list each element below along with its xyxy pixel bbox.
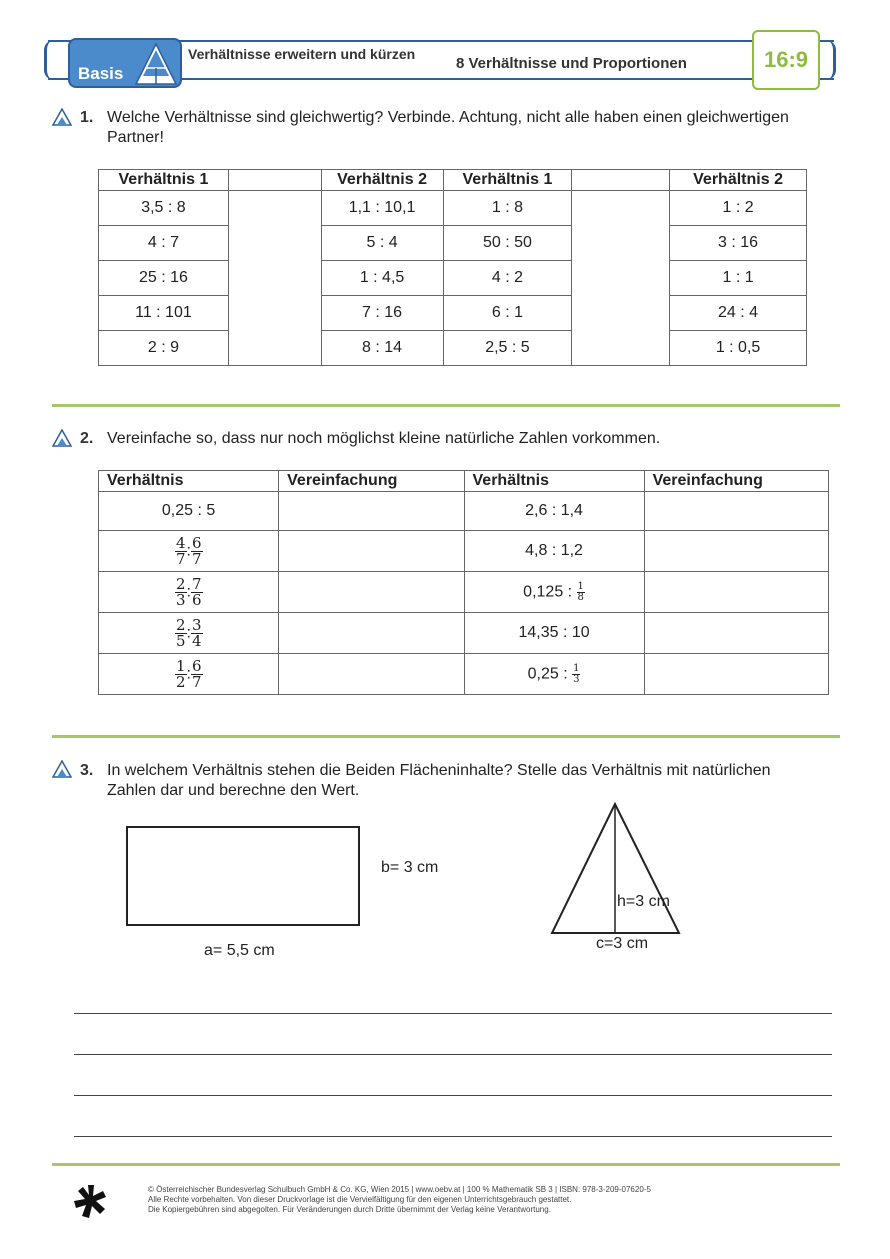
task-3-text: In welchem Verhältnis stehen die Beiden Flächeninhalte? Stelle das Verhältnis mit natürlichen Zahlen dar und berechne den Wert. <box>107 762 771 799</box>
footer-copyright <box>148 1185 828 1215</box>
answer-cell[interactable] <box>644 613 828 654</box>
footer-line: © Österreichischer Bundesverlag Schulbuch GmbH & Co. KG, Wien 2015 | www.oebv.at | 100 % Mathematik SB 3 | ISBN: 978-3-209-07620-5 <box>148 1185 651 1194</box>
chapter-title: 8 Verhältnisse und Proportionen <box>456 55 687 72</box>
answer-cell[interactable] <box>644 531 828 572</box>
ratio-cell: 25 : 16 <box>99 261 229 296</box>
answer-cell[interactable] <box>279 531 464 572</box>
pyramid-icon <box>52 760 72 778</box>
topic-title: Verhältnisse erweitern und kürzen <box>188 46 416 62</box>
triangle-height-label: h=3 cm <box>617 893 670 910</box>
answer-line[interactable] <box>74 1136 832 1137</box>
task-2-text: Vereinfache so, dass nur noch möglichst kleine natürliche Zahlen vorkommen. <box>107 430 661 447</box>
task-1-text: Welche Verhältnisse sind gleichwertig? Verbinde. Achtung, nicht alle haben einen gleichwertigen Partner! <box>107 109 789 146</box>
colon: : <box>186 624 191 642</box>
fraction: $\frac{7}{6}$ <box>192 574 202 609</box>
triangle-base-label: c=3 cm <box>596 935 649 952</box>
fraction: $\frac{1}{8}$ <box>577 580 584 603</box>
ratio-cell: 3,5 : 8 <box>99 191 229 226</box>
answer-line[interactable] <box>74 1013 832 1014</box>
connect-area[interactable] <box>572 191 670 366</box>
fraction: $\frac{2}{5}$ <box>176 615 186 650</box>
header-bracket-right <box>826 40 836 80</box>
ratio-cell: 50 : 50 <box>443 226 572 261</box>
ratio-cell: 1 : 8 <box>443 191 572 226</box>
answer-cell[interactable] <box>644 654 828 695</box>
answer-cell[interactable] <box>279 572 464 613</box>
connect-area[interactable] <box>228 191 321 366</box>
answer-cell[interactable] <box>644 492 828 531</box>
fraction: $\frac{6}{7}$ <box>192 656 202 691</box>
triangle-figure <box>548 800 688 940</box>
level-label: Basis <box>78 64 124 83</box>
ratio-cell: 4 : 7 <box>99 226 229 261</box>
rectangle-width-label: a= 5,5 cm <box>204 942 275 959</box>
ratio-cell <box>99 654 279 695</box>
ratio-cell: 1,1 : 10,1 <box>321 191 443 226</box>
answer-cell[interactable] <box>644 572 828 613</box>
footer-line: Alle Rechte vorbehalten. Von dieser Druckvorlage ist die Vervielfältigung für den eigenen Unterrichtsgebrauch gestattet. <box>148 1195 572 1204</box>
ratio-prefix: 0,125 : <box>523 583 577 601</box>
task-2-number: 2. <box>80 430 94 447</box>
task-2-table <box>98 470 829 695</box>
col-header: Verhältnis 2 <box>321 170 443 191</box>
ratio-cell: 0,25 : 5 <box>99 492 279 531</box>
col-header-empty <box>228 170 321 191</box>
ratio-cell: 5 : 4 <box>321 226 443 261</box>
fraction: $\frac{1}{3}$ <box>573 662 580 685</box>
col-header: Verhältnis 2 <box>670 170 807 191</box>
ratio-cell <box>99 572 279 613</box>
col-header: Verhältnis 1 <box>443 170 572 191</box>
section-divider <box>52 404 840 407</box>
ratio-cell: 2,5 : 5 <box>443 331 572 366</box>
ratio-cell: 1 : 1 <box>670 261 807 296</box>
rectangle-figure <box>126 826 360 926</box>
answer-cell[interactable] <box>279 613 464 654</box>
answer-cell[interactable] <box>279 492 464 531</box>
rectangle-height-label: b= 3 cm <box>381 859 439 876</box>
ratio-cell <box>464 572 644 613</box>
ratio-badge: 16:9 <box>752 30 820 90</box>
col-header-empty <box>572 170 670 191</box>
col-header: Verhältnis <box>464 471 644 492</box>
answer-line[interactable] <box>74 1054 832 1055</box>
footer-line: Die Kopiergebühren sind abgegolten. Für Veränderungen durch Dritte übernimmt der Verlag keine Verantwortung. <box>148 1205 551 1214</box>
colon: : <box>186 665 191 683</box>
ratio-cell <box>464 654 644 695</box>
col-header: Verhältnis <box>99 471 279 492</box>
section-divider <box>52 735 840 738</box>
fraction: $\frac{1}{2}$ <box>176 656 186 691</box>
ratio-cell: 4,8 : 1,2 <box>464 531 644 572</box>
fraction: $\frac{2}{3}$ <box>176 574 186 609</box>
ratio-cell: 8 : 14 <box>321 331 443 366</box>
task-3-number: 3. <box>80 762 94 779</box>
ratio-cell: 1 : 2 <box>670 191 807 226</box>
ratio-cell: 7 : 16 <box>321 296 443 331</box>
ratio-cell: 2 : 9 <box>99 331 229 366</box>
ratio-cell: 14,35 : 10 <box>464 613 644 654</box>
col-header: Vereinfachung <box>644 471 828 492</box>
ratio-cell <box>99 531 279 572</box>
answer-cell[interactable] <box>279 654 464 695</box>
answer-line[interactable] <box>74 1095 832 1096</box>
fraction: $\frac{4}{7}$ <box>176 533 186 568</box>
ratio-cell <box>99 613 279 654</box>
ratio-cell: 24 : 4 <box>670 296 807 331</box>
ratio-cell: 11 : 101 <box>99 296 229 331</box>
col-header: Verhältnis 1 <box>99 170 229 191</box>
pyramid-icon <box>52 429 72 447</box>
ratio-cell: 1 : 0,5 <box>670 331 807 366</box>
task-1-table <box>98 169 807 366</box>
ratio-cell: 1 : 4,5 <box>321 261 443 296</box>
ratio-cell: 3 : 16 <box>670 226 807 261</box>
col-header: Vereinfachung <box>279 471 464 492</box>
pyramid-icon <box>52 108 72 126</box>
ratio-cell: 2,6 : 1,4 <box>464 492 644 531</box>
ratio-prefix: 0,25 : <box>527 665 573 683</box>
section-divider <box>52 1163 840 1166</box>
colon: : <box>186 583 191 601</box>
basis-level-icon <box>68 38 182 88</box>
task-1-number: 1. <box>80 109 94 126</box>
colon: : <box>186 542 191 560</box>
ratio-cell: 6 : 1 <box>443 296 572 331</box>
ratio-cell: 4 : 2 <box>443 261 572 296</box>
fraction: $\frac{3}{4}$ <box>192 615 202 650</box>
fraction: $\frac{6}{7}$ <box>192 533 202 568</box>
publisher-logo-icon <box>72 1183 110 1221</box>
